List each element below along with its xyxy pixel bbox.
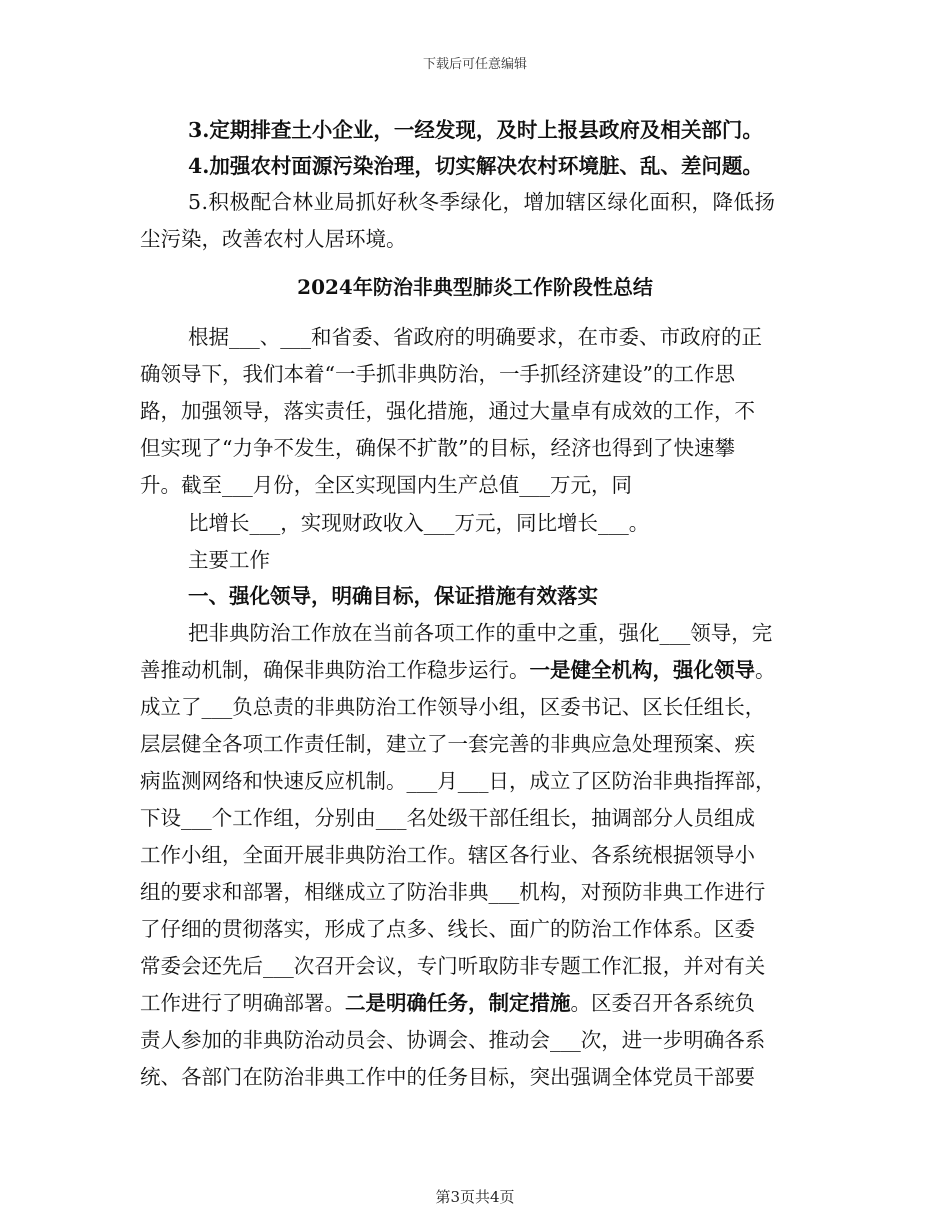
intro-line-1: 根据___、___和省委、省政府的明确要求，在市委、市政府的正 xyxy=(188,325,762,349)
list-item-4: 4.加强农村面源污染治理，切实解决农村环境脏、乱、差问题。 xyxy=(188,154,763,178)
section-label: 主要工作 xyxy=(188,548,270,572)
list-item-5-line-1: 5.积极配合林业局抓好秋冬季绿化，增加辖区绿化面积，降低扬 xyxy=(188,190,776,214)
document-title: 2024年防治非典型肺炎工作阶段性总结 xyxy=(297,275,653,299)
emphasis-define-tasks: 二是明确任务，制定措施 xyxy=(345,991,571,1015)
body-line-11-text: 工作进行了明确部署。 xyxy=(140,991,345,1015)
list-item-3: 3.定期排查土小企业，一经发现，及时上报县政府及相关部门。 xyxy=(188,118,763,142)
body-line-10: 常委会还先后___次召开会议，专门听取防非专题工作汇报，并对有关 xyxy=(140,954,766,978)
body-line-6: 下设___个工作组，分别由___名处级干部任组长，抽调部分人员组成 xyxy=(140,806,755,830)
page-footer: 第3页共4页 xyxy=(435,1188,515,1206)
body-line-1: 把非典防治工作放在当前各项工作的重中之重，强化___领导，完 xyxy=(188,621,773,645)
section-heading-1: 一、强化领导，明确目标，保证措施有效落实 xyxy=(188,584,598,608)
body-line-4: 层层健全各项工作责任制，建立了一套完善的非典应急处理预案、疾 xyxy=(140,732,755,756)
body-line-2-text: 善推动机制，确保非典防治工作稳步运行。 xyxy=(140,658,530,682)
body-line-5: 病监测网络和快速反应机制。___月___日，成立了区防治非典指挥部， xyxy=(140,769,776,793)
body-line-3: 成立了___负总责的非典防治工作领导小组，区委书记、区长任组长， xyxy=(140,695,766,719)
body-line-9: 了仔细的贯彻落实，形成了点多、线长、面广的防治工作体系。区委 xyxy=(140,917,755,941)
page-header: 下载后可任意编辑 xyxy=(422,57,527,72)
body-line-2 xyxy=(140,658,776,682)
intro-line-2: 确领导下，我们本着“一手抓非典防治，一手抓经济建设”的工作思 xyxy=(140,362,735,386)
body-line-2-end: 。 xyxy=(755,658,776,682)
body-line-8: 组的要求和部署，相继成立了防治非典___机构，对预防非典工作进行 xyxy=(140,880,766,904)
intro-line-5: 升。截至___月份，全区实现国内生产总值___万元，同 xyxy=(140,473,632,497)
list-item-5-line-2: 尘污染，改善农村人居环境。 xyxy=(140,227,407,251)
body-line-11 xyxy=(140,991,755,1015)
emphasis-establish-organization: 一是健全机构，强化领导 xyxy=(529,658,755,682)
body-line-12: 责人参加的非典防治动员会、协调会、推动会___次，进一步明确各系 xyxy=(140,1028,766,1052)
body-line-13: 统、各部门在防治非典工作中的任务目标，突出强调全体党员干部要 xyxy=(140,1065,755,1089)
body-line-11-end: 。区委召开各系统负 xyxy=(570,991,755,1015)
intro-line-4: 但实现了“力争不发生，确保不扩散”的目标，经济也得到了快速攀 xyxy=(140,436,735,460)
body-line-7: 工作小组，全面开展非典防治工作。辖区各行业、各系统根据领导小 xyxy=(140,843,755,867)
intro-line-3: 路，加强领导，落实责任，强化措施，通过大量卓有成效的工作，不 xyxy=(140,399,755,423)
intro-line-6: 比增长___，实现财政收入___万元，同比增长___。 xyxy=(188,511,650,535)
